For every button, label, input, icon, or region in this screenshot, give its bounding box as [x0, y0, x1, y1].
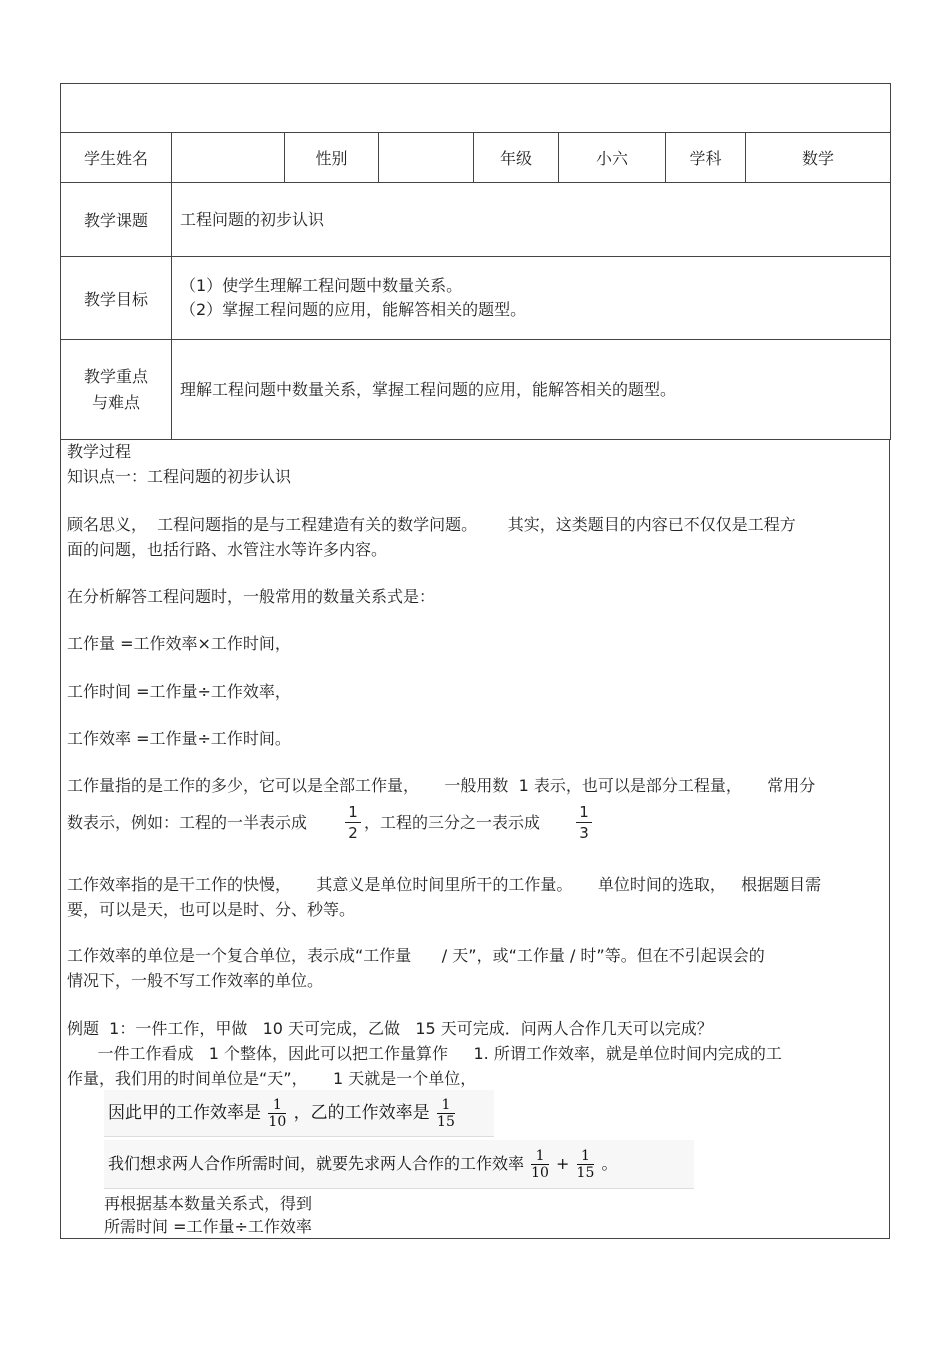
gender-value: [379, 133, 474, 183]
para3-line2a: 数表示，例如：工程的一半表示成: [67, 813, 308, 832]
subject-value: 数学: [746, 133, 891, 183]
key-points-label: [61, 340, 172, 440]
key-points-row: [61, 340, 891, 440]
img2-frac-a-num: 1: [535, 1148, 545, 1164]
explain-line2: 作量，我们用的时间单位是“天”， 1 天就是一个单位，: [67, 1069, 477, 1088]
grade-value: 小六: [559, 133, 666, 183]
img2-fraction-a: [531, 1148, 549, 1181]
frac-half-den: 2: [348, 824, 358, 842]
goal-line-2: （2）掌握工程问题的应用，能解答相关的题型。: [180, 300, 527, 319]
img1-text-a: 因此甲的工作效率是: [108, 1103, 261, 1123]
combined-efficiency-image-strip: [104, 1140, 694, 1189]
para4-line2: 要，可以是天，也可以是时、分、秒等。: [67, 900, 356, 919]
frac-third-den: 3: [579, 824, 589, 842]
para2: 在分析解答工程问题时，一般常用的数量关系式是：: [67, 587, 436, 606]
topic-row: [61, 183, 891, 257]
img1-frac-b-num: 1: [441, 1097, 451, 1113]
gender-label: 性别: [285, 133, 379, 183]
img1-frac-b-den: 15: [437, 1114, 455, 1130]
img1-fraction-a: [268, 1097, 286, 1130]
para3-line2b: ，工程的三分之一表示成: [364, 813, 541, 832]
frac-third-num: 1: [579, 803, 589, 821]
img1-fraction-b: [437, 1097, 455, 1130]
efficiency-image-strip: [104, 1090, 494, 1137]
final-line2: 所需时间 =工作量÷工作效率: [104, 1217, 312, 1236]
key-label-line-1: 教学重点: [83, 366, 148, 386]
para5-line2: 情况下，一般不写工作效率的单位。: [67, 971, 324, 990]
explain-line1: 一件工作看成 1 个整体，因此可以把工作量算作 1. 所谓工作效率，就是单位时间内完成的工: [67, 1044, 782, 1063]
img2-fraction-b: [577, 1148, 595, 1181]
para5-line1: 工作效率的单位是一个复合单位，表示成“工作量 / 天”，或“工作量 / 时”等。但在不引起误会的: [67, 946, 765, 965]
img2-plus: +: [556, 1154, 570, 1173]
img2-frac-b-num: 1: [580, 1148, 590, 1164]
para3-line1: 工作量指的是工作的多少，它可以是全部工作量， 一般用数 1 表示，也可以是部分工程量， 常用分: [67, 776, 816, 795]
goal-value: [172, 257, 891, 340]
frac-half-num: 1: [348, 803, 358, 821]
process-title: 教学过程: [67, 442, 132, 461]
fraction-one-half: [345, 803, 361, 842]
final-line1: 再根据基本数量关系式，得到: [104, 1194, 313, 1213]
para4-line1: 工作效率指的是干工作的快慢， 其意义是单位时间里所干的工作量。 单位时间的选取， 根据题目需: [67, 875, 822, 894]
student-name-value: [172, 133, 285, 183]
img2-frac-a-den: 10: [531, 1165, 549, 1181]
goal-label: 教学目标: [61, 257, 172, 340]
topic-value: 工程问题的初步认识: [172, 183, 891, 257]
formula-work-amount: 工作量 =工作效率×工作时间，: [67, 634, 291, 653]
formula-work-time: 工作时间 =工作量÷工作效率，: [67, 682, 291, 701]
img1-frac-a-den: 10: [268, 1114, 287, 1130]
goal-row: [61, 257, 891, 340]
lesson-header-table: [60, 83, 891, 440]
goal-line-1: （1）使学生理解工程问题中数量关系。: [180, 276, 463, 295]
student-name-label: 学生姓名: [61, 133, 172, 183]
formula-work-efficiency: 工作效率 =工作量÷工作时间。: [67, 729, 291, 748]
key-label-line-2: 与难点: [91, 392, 140, 412]
img2-frac-b-den: 15: [576, 1165, 595, 1181]
fraction-one-third: [576, 803, 592, 842]
blank-top-row: [61, 84, 891, 133]
example-1: 例题 1：一件工作，甲做 10 天可完成，乙做 15 天可完成．问两人合作几天可以完成？: [67, 1019, 713, 1038]
topic-label: 教学课题: [61, 183, 172, 257]
grade-label: 年级: [474, 133, 559, 183]
para1-line1: 顾名思义， 工程问题指的是与工程建造有关的数学问题。 其实，这类题目的内容已不仅仅是工程方: [67, 515, 796, 534]
img1-frac-a-num: 1: [272, 1097, 282, 1113]
student-info-row: [61, 133, 891, 183]
knowledge-title: 知识点一：工程问题的初步认识: [67, 467, 292, 486]
img1-text-b: ，乙的工作效率是: [293, 1103, 430, 1123]
img2-text: 我们想求两人合作所需时间，就要先求两人合作的工作效率: [108, 1154, 525, 1173]
subject-label: 学科: [666, 133, 746, 183]
img2-end: 。: [601, 1154, 618, 1173]
key-points-value: 理解工程问题中数量关系，掌握工程问题的应用，能解答相关的题型。: [172, 340, 891, 440]
para1-line2: 面的问题，也括行路、水管注水等许多内容。: [67, 540, 388, 559]
